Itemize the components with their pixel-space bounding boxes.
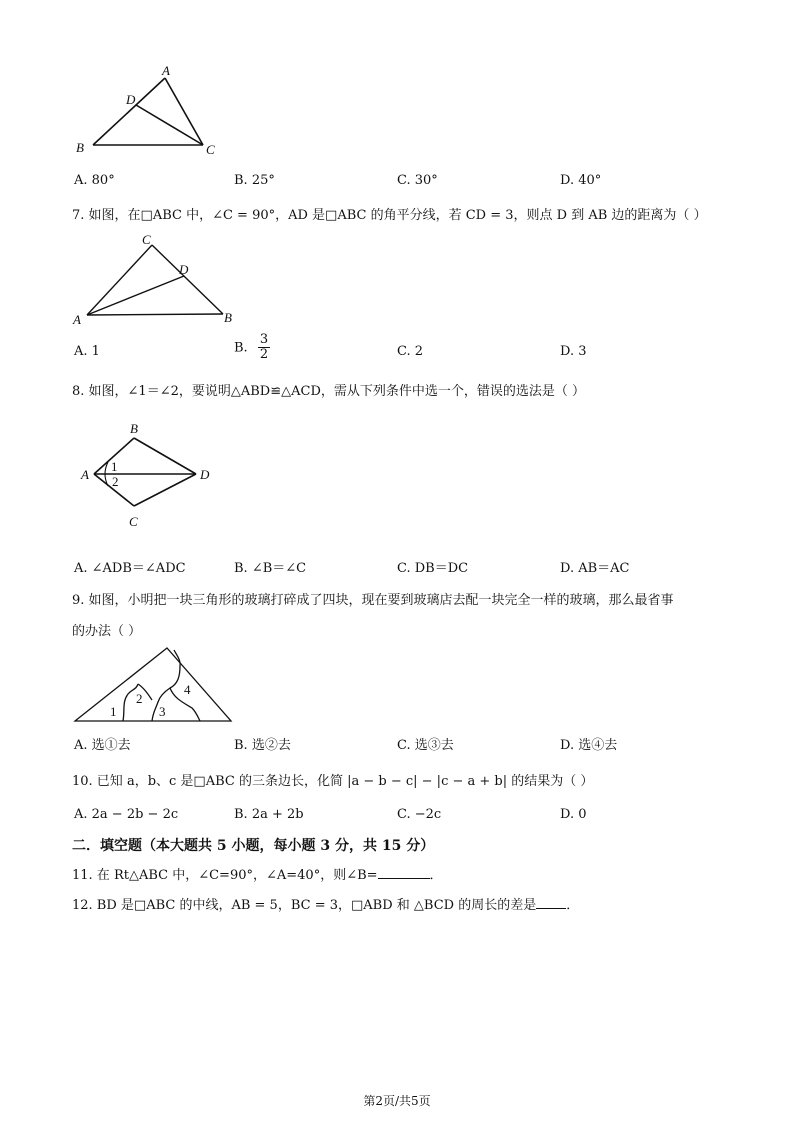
q8-option-c[interactable]: C. DB＝DC (397, 561, 469, 576)
q7-label-c: C (142, 232, 151, 247)
q6-triangle-figure (70, 62, 230, 162)
q6-option-d[interactable]: D. 40° (560, 173, 602, 188)
section-2-heading: 二．填空题（本大题共 5 小题，每小题 3 分，共 15 分） (72, 838, 435, 854)
q9-piece-2-label: 2 (136, 691, 143, 706)
q6-label-d: D (126, 92, 136, 107)
q7-option-c[interactable]: C. 2 (397, 344, 424, 359)
q9-option-b[interactable]: B. 选②去 (234, 738, 291, 753)
q10-option-d[interactable]: D. 0 (560, 807, 587, 822)
q12-answer-blank[interactable] (536, 896, 566, 909)
q7-fraction-numerator: 3 (259, 332, 269, 347)
q8-label-b: B (130, 421, 138, 436)
q7-question-text: 7. 如图，在□ABC 中，∠C = 90°，AD 是□ABC 的角平分线，若 CD = 3，则点 D 到 AB 边的距离为（ ） (72, 208, 707, 223)
q9-question-text-line2: 的办法（ ） (72, 624, 142, 639)
q9-question-text-line1: 9. 如图，小明把一块三角形的玻璃打碎成了四块，现在要到玻璃店去配一块完全一样的玻璃，那么最省事 (72, 593, 674, 608)
q6-label-b: B (76, 140, 84, 155)
q8-option-b[interactable]: B. ∠B＝∠C (234, 561, 307, 576)
q9-option-a[interactable]: A. 选①去 (74, 738, 131, 753)
q8-option-a[interactable]: A. ∠ADB＝∠ADC (74, 561, 186, 576)
q11-answer-blank[interactable] (378, 866, 430, 879)
q6-option-c[interactable]: C. 30° (397, 173, 438, 188)
q8-angle-2-label: 2 (112, 474, 119, 489)
q8-label-c: C (129, 514, 138, 529)
q7-option-b-fraction (258, 333, 270, 363)
q8-kite-figure (76, 416, 226, 534)
q6-option-b[interactable]: B. 25° (234, 173, 275, 188)
q9-piece-3-label: 3 (159, 704, 166, 719)
q7-label-d: D (179, 262, 189, 277)
q10-option-a[interactable]: A. 2a − 2b − 2c (74, 807, 179, 822)
q12-question: 12. BD 是□ABC 的中线，AB = 5，BC = 3，□ABD 和 △BCD 的周长的差是 ． (72, 898, 580, 913)
q7-option-b[interactable] (234, 333, 270, 363)
q11-question: 11. 在 Rt△ABC 中，∠C=90°，∠A=40°，则∠B= ． (72, 868, 443, 883)
page-number: 第2页/共5页 (363, 1094, 431, 1108)
q7-option-a[interactable]: A. 1 (74, 344, 100, 359)
q10-question-text: 10. 已知 a，b、c 是□ABC 的三条边长，化简 |a − b − c| − |c − a + b| 的结果为（ ） (72, 774, 594, 789)
q10-option-b[interactable]: B. 2a + 2b (234, 807, 304, 822)
q7-option-d[interactable]: D. 3 (560, 344, 587, 359)
q7-triangle-figure (70, 230, 250, 330)
q7-label-b: B (224, 310, 232, 325)
q8-label-a: A (81, 467, 89, 482)
q6-label-a: A (162, 63, 170, 78)
q11-question-text: 11. 在 Rt△ABC 中，∠C=90°，∠A=40°，则∠B= (72, 868, 378, 883)
q9-piece-4-label: 4 (184, 682, 191, 697)
q8-question-text: 8. 如图，∠1＝∠2，要说明△ABD≌△ACD，需从下列条件中选一个，错误的选法是（ ） (72, 384, 586, 399)
q10-option-c[interactable]: C. −2c (397, 807, 442, 822)
q9-piece-1-label: 1 (110, 704, 117, 719)
q7-fraction-denominator: 2 (259, 347, 269, 363)
q8-angle-1-label: 1 (111, 459, 118, 474)
q7-option-b-label: B. (234, 340, 248, 356)
q8-option-d[interactable]: D. AB＝AC (560, 561, 630, 576)
q6-option-a[interactable]: A. 80° (74, 173, 115, 188)
q9-option-d[interactable]: D. 选④去 (560, 738, 618, 753)
q8-label-d: D (200, 467, 210, 482)
q6-label-c: C (206, 142, 215, 157)
q7-label-a: A (73, 312, 81, 327)
q9-broken-glass-figure (70, 642, 240, 726)
q9-option-c[interactable]: C. 选③去 (397, 738, 454, 753)
q12-question-text: 12. BD 是□ABC 的中线，AB = 5，BC = 3，□ABD 和 △BCD 的周长的差是 (72, 898, 537, 913)
